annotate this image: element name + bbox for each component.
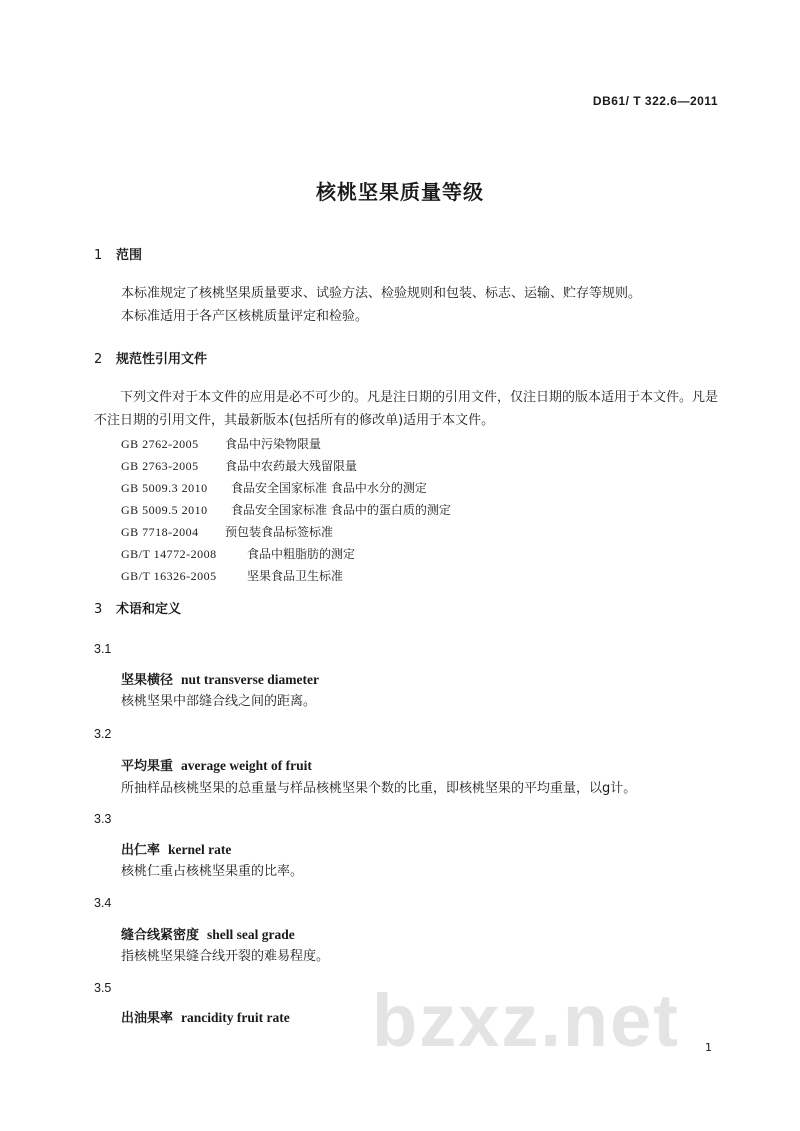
term-english: shell seal grade: [207, 927, 295, 942]
watermark-text: bzxz.net: [372, 979, 680, 1062]
reference-item: [121, 543, 451, 565]
term-chinese: 出仁率: [121, 843, 161, 858]
reference-code: GB 7718-2004: [121, 525, 199, 539]
clause-number: 3.5: [94, 981, 112, 995]
standard-code: DB61/ T 322.6—2011: [592, 94, 718, 108]
reference-item: [121, 565, 451, 587]
term-chinese: 缝合线紧密度: [121, 928, 200, 943]
section-number: 2: [94, 352, 103, 367]
clause-number: 3.4: [94, 896, 112, 910]
clause-number: 3.1: [94, 642, 112, 656]
reference-title: 食品中粗脂肪的测定: [247, 547, 356, 561]
reference-list: [121, 433, 451, 587]
reference-code: GB/T 14772-2008: [121, 547, 217, 561]
clause-number: 3.2: [94, 727, 112, 741]
reference-item: [121, 521, 451, 543]
reference-code: GB 5009.5 2010: [121, 503, 208, 517]
reference-title: 食品安全国家标准 食品中水分的测定: [231, 481, 427, 495]
term-heading: [121, 839, 231, 858]
reference-code: GB 5009.3 2010: [121, 481, 208, 495]
reference-title: 预包装食品标签标准: [225, 525, 334, 539]
reference-item: [121, 433, 451, 455]
clause-number: 3.3: [94, 812, 112, 826]
reference-title: 食品中污染物限量: [225, 437, 322, 451]
term-english: kernel rate: [168, 842, 232, 857]
term-definition: 所抽样品核桃坚果的总重量与样品核桃坚果个数的比重，即核桃坚果的平均重量，以g计。: [121, 781, 637, 796]
section-number: 1: [94, 248, 103, 263]
term-heading: [121, 924, 295, 943]
term-heading: [121, 669, 319, 688]
term-heading: [121, 755, 312, 774]
term-heading: [121, 1007, 290, 1026]
term-chinese: 坚果横径: [121, 673, 174, 688]
section-1-body: [121, 282, 741, 328]
reference-title: 坚果食品卫生标准: [247, 569, 344, 583]
section-number: 3: [94, 602, 103, 617]
section-title: 术语和定义: [116, 602, 182, 617]
term-english: nut transverse diameter: [181, 672, 319, 687]
section-2-heading: [94, 348, 207, 367]
page-number: 1: [705, 1041, 712, 1054]
term-definition: 核桃仁重占核桃坚果重的比率。: [121, 864, 304, 879]
reference-item: [121, 455, 451, 477]
reference-code: GB 2763-2005: [121, 459, 199, 473]
term-definition: 指核桃坚果缝合线开裂的难易程度。: [121, 949, 330, 964]
term-definition: 核桃坚果中部缝合线之间的距离。: [121, 694, 317, 709]
paragraph: 本标准适用于各产区核桃质量评定和检验。: [121, 309, 369, 324]
reference-item: [121, 477, 451, 499]
term-english: rancidity fruit rate: [181, 1010, 290, 1025]
reference-title: 食品中农药最大残留限量: [225, 459, 358, 473]
section-2-intro: 下列文件对于本文件的应用是必不可少的。凡是注日期的引用文件，仅注日期的版本适用于本文件。凡是不注日期的引用文件，其最新版本(包括所有的修改单)适用于本文件。: [94, 390, 719, 428]
section-title: 规范性引用文件: [116, 352, 208, 367]
section-1-heading: [94, 244, 142, 263]
reference-title: 食品安全国家标准 食品中的蛋白质的测定: [231, 503, 451, 517]
paragraph: 本标准规定了核桃坚果质量要求、试验方法、检验规则和包装、标志、运输、贮存等规则。: [121, 286, 642, 301]
reference-item: [121, 499, 451, 521]
reference-code: GB 2762-2005: [121, 437, 199, 451]
reference-code: GB/T 16326-2005: [121, 569, 217, 583]
section-3-heading: [94, 598, 181, 617]
term-chinese: 出油果率: [121, 1011, 174, 1026]
document-title: 核桃坚果质量等级: [316, 180, 484, 204]
section-title: 范围: [116, 248, 143, 263]
term-chinese: 平均果重: [121, 759, 174, 774]
term-english: average weight of fruit: [181, 758, 312, 773]
